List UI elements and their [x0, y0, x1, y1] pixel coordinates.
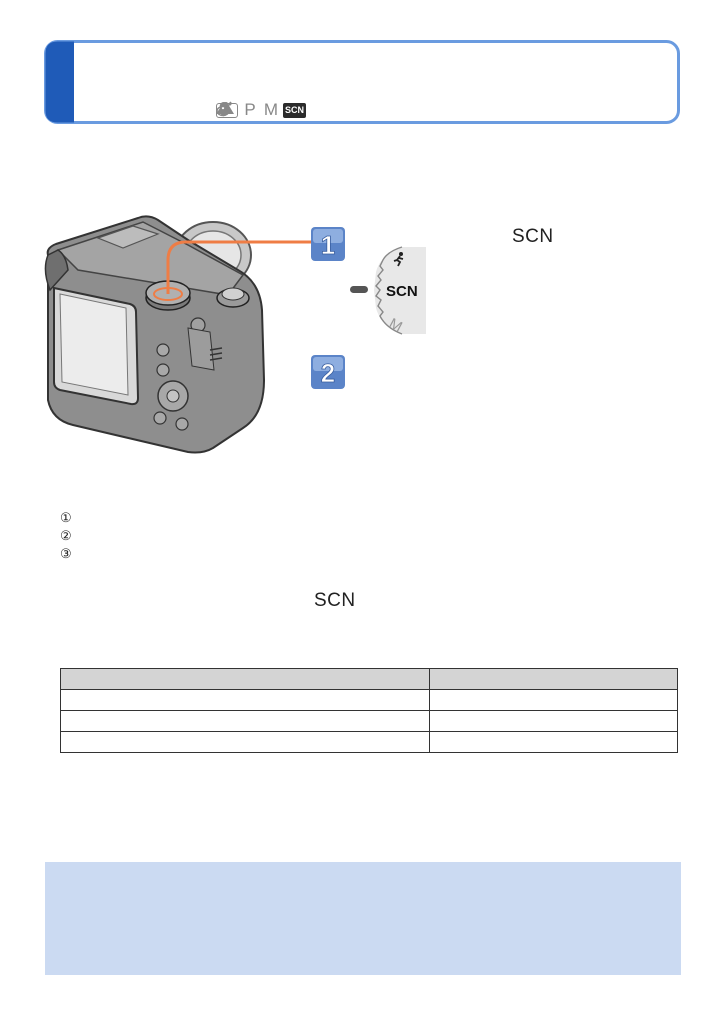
table-row	[61, 711, 678, 732]
table-cell	[430, 732, 678, 753]
step-2-badge	[310, 354, 346, 390]
header-accent-bar	[46, 42, 75, 123]
page-header	[44, 40, 680, 124]
list-marker-1: ①	[60, 510, 72, 525]
program-mode-icon: P	[244, 100, 256, 119]
scene-mode-icon: SCN	[283, 103, 306, 118]
svg-text:M: M	[386, 315, 406, 336]
mode-dial-graphic	[340, 244, 430, 336]
creative-mode-icon	[372, 101, 390, 119]
scn-mode-label: SCN	[512, 226, 554, 247]
table-cell	[61, 690, 430, 711]
table-row	[61, 732, 678, 753]
leader-line	[150, 232, 320, 302]
manual-mode-icon: M	[263, 100, 279, 119]
svg-text:1: 1	[320, 230, 336, 260]
portrait-mode-icon	[351, 101, 369, 119]
table-header-cell	[430, 669, 678, 690]
scenery-mode-icon	[330, 101, 348, 119]
table-header-row	[61, 669, 678, 690]
available-modes-row	[216, 101, 390, 119]
note-box	[45, 862, 681, 975]
table-cell	[61, 711, 430, 732]
scn-inline-label: SCN	[314, 590, 356, 611]
table-cell	[430, 711, 678, 732]
table-row	[61, 690, 678, 711]
list-marker-3: ③	[60, 546, 72, 561]
table-cell	[61, 732, 430, 753]
table-cell	[430, 690, 678, 711]
sports-mode-icon	[309, 101, 327, 119]
settings-table	[60, 668, 678, 753]
table-header-cell	[61, 669, 430, 690]
svg-text:2: 2	[320, 358, 336, 388]
list-marker-2: ②	[60, 528, 72, 543]
svg-text:SCN: SCN	[386, 283, 418, 300]
